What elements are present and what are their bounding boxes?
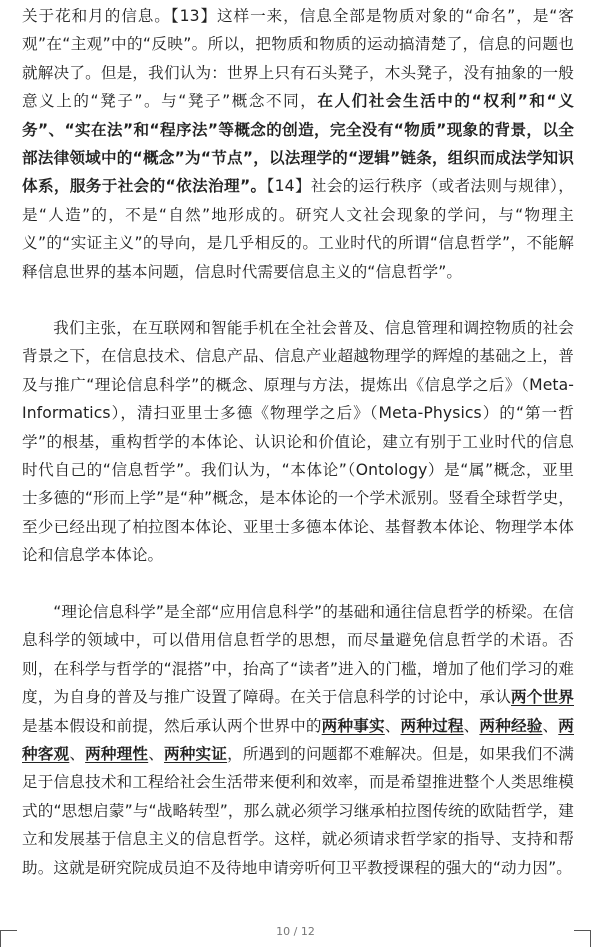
paragraph-1-text-a: 关于花和月的信息。【13】这样一来，信息全部是物质对象的“命名”，是“客观”在“主观”中的“反映”。所以，把物质和物质的运动搞清楚了，信息的问题也就解决了。但是，我们认为：世界上只有石头凳子，木头凳子，没有抽象的一般意义上的“凳子”。与“凳子”概念不同，: [22, 7, 574, 111]
paragraph-1-bold-text: 在人们社会生活中的“权利”和“义务”、“实在法”和“程序法”等概念的创造，完全没有“物质”现象的背景，以全部法律领域中的“概念”为“节点”，以法理学的“逻辑”链条，组织而成法学知识体系，服务于社会的“依法治理”。: [22, 92, 574, 196]
underlined-term-two-verifications: 两种实证: [163, 745, 228, 764]
underlined-term-two-processes: 两种过程: [400, 716, 464, 735]
paragraph-2: [22, 314, 574, 570]
separator: 、: [542, 716, 559, 735]
separator: 、: [148, 745, 164, 764]
underlined-term-two-worlds: 两个世界: [510, 688, 574, 707]
paragraph-3-text-b: 是基本假设和前提，然后承认两个世界中的: [22, 716, 322, 735]
underlined-term-two-experiences: 两种经验: [479, 716, 543, 735]
paragraph-3-text-c: ，所遇到的问题都不难解决。但是，如果我们不满足于信息技术和工程给社会生活带来便利和效率，而是希望推进整个人类思维模式的“思想启蒙”与“战略转型”，那么就必须学习继承柏拉图传统的欧陆哲学，建立和发展基于信息主义的信息哲学。这样，就必须请求哲学家的指导、支持和帮助。这就是研究院成员迫不及待地申请旁听何卫平教授课程的强大的“动力因”。: [22, 745, 574, 877]
separator: 、: [463, 716, 480, 735]
paragraph-3: [22, 598, 574, 882]
separator: 、: [69, 745, 86, 764]
underlined-term-two-facts: 两种事实: [321, 716, 385, 735]
paragraph-3-text-a: “理论信息科学”是全部“应用信息科学”的基础和通往信息哲学的桥梁。在信息科学的领域中，可以借用信息哲学的思想，而尽量避免信息哲学的术语。否则，在科学与哲学的“混搭”中，抬高了“读者”进入的门槛，增加了他们学习的难度，为自身的普及与推广设置了障碍。在关于信息科学的讨论中，承认: [22, 603, 574, 707]
separator: 、: [384, 716, 401, 735]
underlined-term-two-objectives: 两种客观: [22, 716, 574, 764]
page-indicator: 10 / 12: [276, 925, 315, 938]
underlined-term-two-rationalities: 两种理性: [85, 745, 149, 764]
crop-mark-bottom-left: [0, 930, 17, 947]
paragraph-1: [22, 2, 574, 286]
crop-mark-bottom-right: [574, 930, 591, 947]
paragraph-2-text: 我们主张，在互联网和智能手机在全社会普及、信息管理和调控物质的社会背景之下，在信息技术、信息产品、信息产业超越物理学的辉煌的基础之上，普及与推广“理论信息科学”的概念、原理与方法，提炼出《信息学之后》（Meta-Informatics），清扫亚里士多德《物理学之后》（Meta-Physics）的“第一哲学”的根基，重构哲学的本体论、认识论和价值论，建立有别于工业时代的信息时代自己的“信息哲学”。我们认为，“本体论”（Ontology）是“属”概念，亚里士多德的“形而上学”是“种”概念，是本体论的一个学术派别。竖看全球哲学史，至少已经出现了柏拉图本体论、亚里士多德本体论、基督教本体论、物理学本体论和信息学本体论。: [22, 319, 574, 565]
paragraph-1-text-b: 【14】社会的运行秩序（或者法则与规律），是“人造”的，不是“自然”地形成的。研究人文社会现象的学问，与“物理主义”的“实证主义”的导向，是几乎相反的。工业时代的所谓“信息哲学”，不能解释信息世界的基本问题，信息时代需要信息主义的“信息哲学”。: [22, 177, 574, 281]
